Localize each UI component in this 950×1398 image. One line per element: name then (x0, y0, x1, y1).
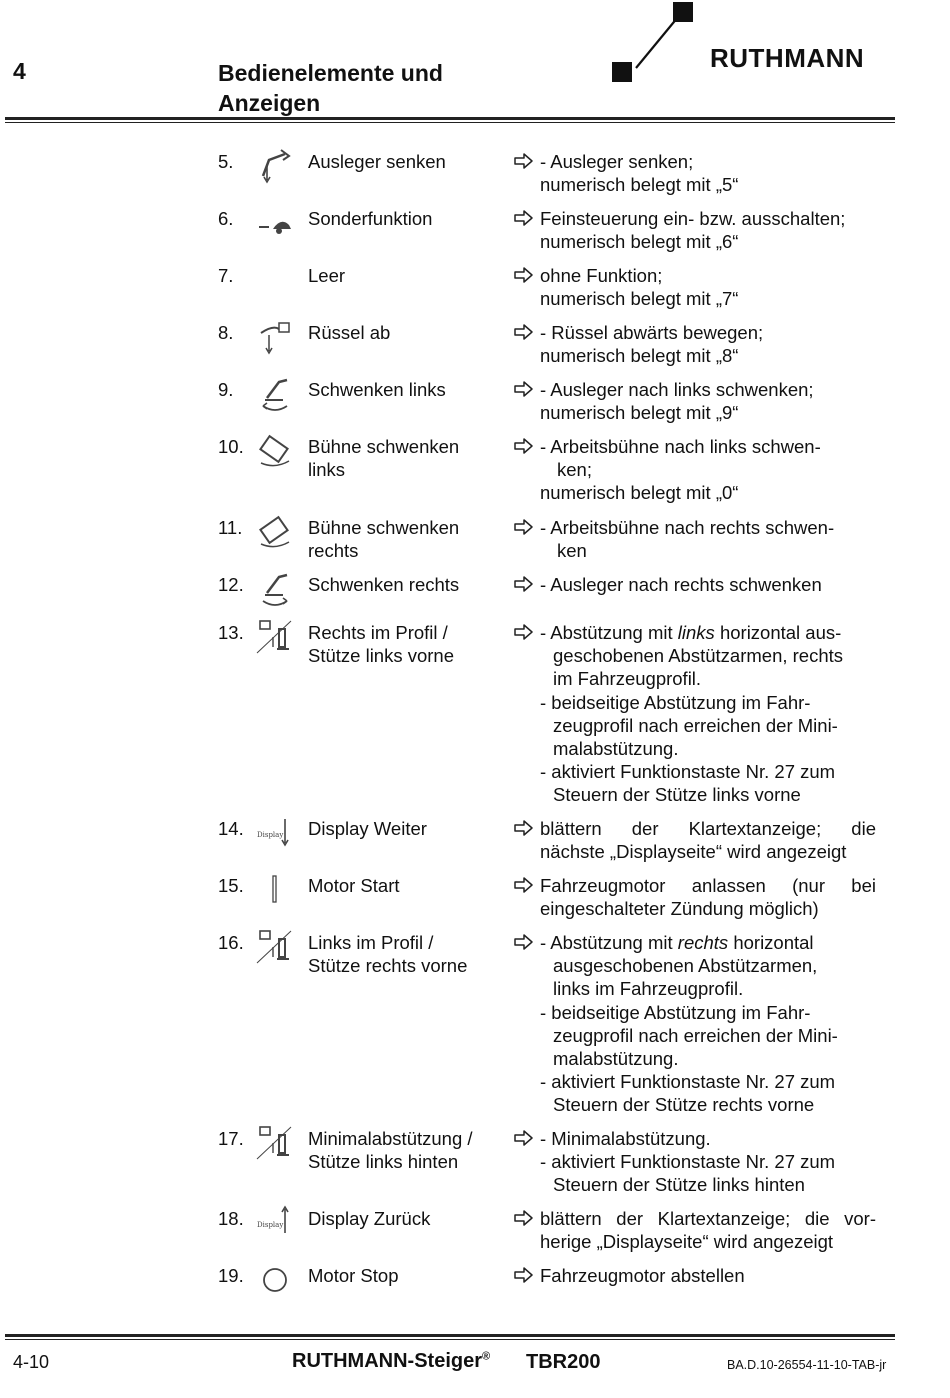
description-line: - Minimalabstützung. (540, 1128, 711, 1149)
arrow-right-icon (513, 876, 535, 894)
control-description (540, 1127, 876, 1197)
description-line: - Arbeitsbühne nach rechts schwen- (540, 517, 835, 538)
control-label-line: Stütze rechts vorne (308, 955, 468, 977)
control-label (308, 378, 503, 401)
control-label-line: Rechts im Profil / (308, 622, 448, 643)
control-description (540, 264, 876, 310)
control-label (308, 817, 503, 840)
control-number: 13. (218, 622, 244, 643)
control-label-line: Schwenken links (308, 379, 446, 400)
description-line: numerisch belegt mit „9“ (540, 402, 739, 424)
description-line: - aktiviert Funktionstaste Nr. 27 zum (540, 1151, 836, 1173)
control-label (308, 435, 503, 481)
document-reference: BA.D.10-26554-11-10-TAB-jr (727, 1358, 887, 1372)
control-label (308, 321, 503, 344)
arrow-right-icon (513, 380, 535, 398)
description-line: im Fahrzeugprofil. (553, 668, 702, 690)
registered-mark: ® (482, 1350, 491, 1363)
control-label-line: links (308, 459, 346, 481)
description-line: numerisch belegt mit „5“ (540, 174, 739, 196)
page-number: 4-10 (13, 1352, 50, 1372)
description-line: links im Fahrzeugprofil. (553, 978, 744, 1000)
description-line: Feinsteuerung ein- bzw. ausschalten; (540, 208, 846, 229)
arrow-right-icon (513, 575, 535, 593)
control-label-line: Links im Profil / (308, 932, 434, 953)
description-line: - Ausleger nach links schwenken; (540, 379, 814, 400)
arrow-right-icon (513, 209, 535, 227)
description-line: blättern der Klartextanzeige; die vor- (540, 1208, 876, 1229)
description-line: - aktiviert Funktionstaste Nr. 27 zum (540, 761, 836, 783)
control-label-line: Minimalabstützung / (308, 1128, 473, 1149)
platform-rotate-right-icon (255, 512, 295, 552)
control-label (308, 1127, 503, 1173)
product-name (292, 1350, 490, 1373)
special-function-icon (255, 203, 295, 243)
arrow-right-icon (513, 1209, 535, 1227)
control-description (540, 874, 876, 920)
description-line: - Abstützung mit rechts horizontal (540, 932, 814, 953)
control-label (308, 931, 503, 977)
ruthmann-logo-icon (608, 0, 700, 88)
control-label (308, 1264, 503, 1287)
control-label-line: Display Zurück (308, 1208, 431, 1229)
arrow-right-icon (513, 152, 535, 170)
control-label-line: Motor Start (308, 875, 400, 896)
control-label (308, 207, 503, 230)
control-label-line: Ausleger senken (308, 151, 446, 172)
description-line: ohne Funktion; (540, 265, 663, 286)
description-line: - beidseitige Abstützung im Fahr- (540, 1001, 811, 1023)
description-line: - Rüssel abwärts bewegen; (540, 322, 764, 343)
control-label (308, 264, 503, 287)
control-label-line: Stütze links hinten (308, 1151, 459, 1173)
description-line: numerisch belegt mit „8“ (540, 345, 739, 367)
slew-left-icon (255, 374, 295, 414)
description-line: - Arbeitsbühne nach links schwen- (540, 436, 821, 457)
chapter-title-line2: Anzeigen (218, 90, 321, 116)
control-description (540, 621, 876, 807)
header-rule (5, 117, 895, 120)
footer-rule-thin (5, 1339, 895, 1340)
description-line: numerisch belegt mit „6“ (540, 231, 739, 253)
chapter-number: 4 (13, 58, 26, 84)
control-label (308, 516, 503, 562)
description-line: zeugprofil nach erreichen der Mini- (553, 1024, 838, 1046)
control-description (540, 435, 876, 505)
slew-right-icon (255, 569, 295, 609)
control-description (540, 207, 876, 253)
description-line: nächste „Displayseite“ wird angezeigt (540, 841, 847, 863)
control-number: 12. (218, 574, 244, 595)
control-description (540, 573, 876, 596)
control-number: 14. (218, 818, 244, 839)
arrow-right-icon (513, 623, 535, 641)
control-description (540, 516, 876, 562)
description-line: numerisch belegt mit „0“ (540, 482, 739, 504)
control-number: 17. (218, 1128, 244, 1149)
control-number: 8. (218, 322, 234, 343)
control-number: 18. (218, 1208, 244, 1229)
description-line: eingeschalteter Zündung möglich) (540, 898, 819, 920)
description-line: zeugprofil nach erreichen der Mini- (553, 714, 838, 736)
arrow-right-icon (513, 437, 535, 455)
control-label-line: Rüssel ab (308, 322, 391, 343)
description-line: Fahrzeugmotor abstellen (540, 1265, 745, 1286)
arrow-right-icon (513, 518, 535, 536)
control-label-line: rechts (308, 540, 359, 562)
description-line: - beidseitige Abstützung im Fahr- (540, 691, 811, 713)
trunk-down-icon (255, 317, 295, 357)
chapter-title (218, 58, 548, 118)
model-name: TBR200 (526, 1351, 601, 1373)
description-line: herige „Displayseite“ wird angezeigt (540, 1231, 834, 1253)
control-label-line: Bühne schwenken (308, 436, 460, 457)
control-label-line: Sonderfunktion (308, 208, 433, 229)
control-label-line: Bühne schwenken (308, 517, 460, 538)
description-line: blättern der Klartextanzeige; die (540, 818, 876, 839)
motor-stop-icon (255, 1260, 295, 1300)
control-label-line: Schwenken rechts (308, 574, 460, 595)
description-line: Steuern der Stütze links hinten (553, 1174, 805, 1196)
description-line: - Abstützung mit links horizontal aus- (540, 622, 842, 643)
control-number: 19. (218, 1265, 244, 1286)
control-number: 6. (218, 208, 234, 229)
description-line: malabstützung. (553, 1048, 679, 1070)
product-label: RUTHMANN-Steiger (292, 1350, 482, 1372)
description-line: ken (557, 540, 587, 562)
control-label (308, 150, 503, 173)
control-number: 7. (218, 265, 234, 286)
header-rule-thin (5, 122, 895, 123)
control-description (540, 1264, 876, 1287)
control-number: 9. (218, 379, 234, 400)
control-label (308, 874, 503, 897)
arrow-right-icon (513, 323, 535, 341)
control-number: 11. (218, 517, 243, 538)
description-line: Steuern der Stütze rechts vorne (553, 1094, 815, 1116)
control-label (308, 573, 503, 596)
control-label-line: Leer (308, 265, 346, 286)
boom-lower-icon (255, 146, 295, 186)
arrow-right-icon (513, 266, 535, 284)
motor-start-icon (255, 870, 295, 910)
display-back-icon (255, 1203, 295, 1243)
control-description (540, 1207, 876, 1253)
control-number: 5. (218, 151, 234, 172)
minimal-support-icon (255, 1123, 295, 1163)
control-label-line: Stütze links vorne (308, 645, 455, 667)
arrow-right-icon (513, 1129, 535, 1147)
svg-text:Display: Display (257, 1221, 284, 1229)
control-label (308, 1207, 503, 1230)
control-number: 15. (218, 875, 244, 896)
description-line: numerisch belegt mit „7“ (540, 288, 739, 310)
description-line: - aktiviert Funktionstaste Nr. 27 zum (540, 1071, 836, 1093)
description-line: ausgeschobenen Abstützarmen, (553, 955, 818, 977)
description-line: ken; (557, 459, 592, 481)
control-number: 10. (218, 436, 244, 457)
arrow-right-icon (513, 1266, 535, 1284)
chapter-title-line1: Bedienelemente und (218, 60, 443, 86)
arrow-right-icon (513, 819, 535, 837)
display-next-icon (255, 813, 295, 853)
control-description (540, 931, 876, 1117)
control-description (540, 150, 876, 196)
control-number: 16. (218, 932, 244, 953)
control-description (540, 817, 876, 863)
description-line: malabstützung. (553, 738, 679, 760)
description-line: - Ausleger nach rechts schwenken (540, 574, 822, 595)
brand-name: RUTHMANN (710, 43, 865, 73)
description-line: Steuern der Stütze links vorne (553, 784, 801, 806)
description-line: geschobenen Abstützarmen, rechts (553, 645, 844, 667)
outrigger-profile-left-icon (255, 927, 295, 967)
control-label (308, 621, 503, 667)
control-label-line: Display Weiter (308, 818, 427, 839)
control-description (540, 321, 876, 367)
control-description (540, 378, 876, 424)
outrigger-profile-right-icon (255, 617, 295, 657)
svg-text:Display: Display (257, 831, 284, 839)
arrow-right-icon (513, 933, 535, 951)
description-line: Fahrzeugmotor anlassen (nur bei (540, 875, 876, 896)
footer-rule (5, 1334, 895, 1337)
control-label-line: Motor Stop (308, 1265, 399, 1286)
description-line: - Ausleger senken; (540, 151, 694, 172)
platform-rotate-left-icon (255, 431, 295, 471)
